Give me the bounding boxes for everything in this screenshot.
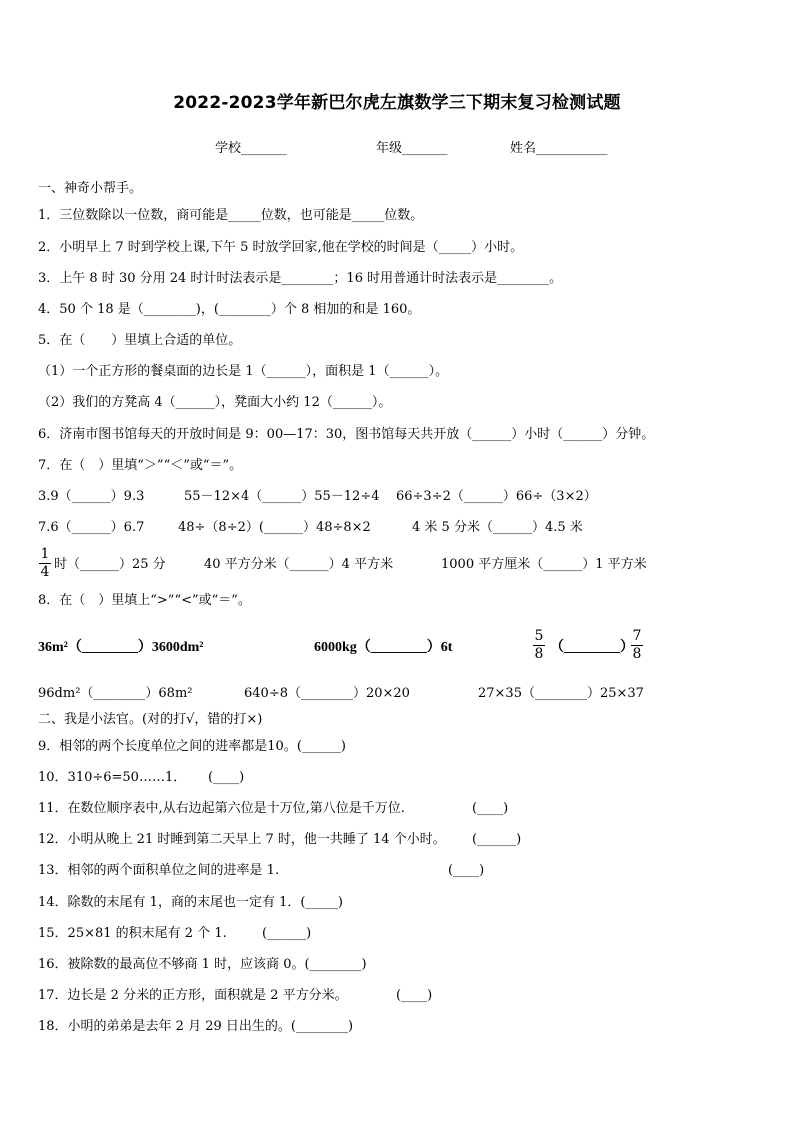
q8-item: 96dm²（________）68m²: [38, 686, 193, 701]
answer-paren: (____): [472, 801, 509, 816]
fraction-numerator: 1: [40, 546, 50, 562]
question-5-part-2: （2）我们的方凳高 4（______），凳面大小约 12（______）。: [38, 395, 392, 410]
question-15: 15．25×81 的积末尾有 2 个 1.: [38, 926, 227, 941]
question-5: 5．在（ ）里填上合适的单位。: [38, 333, 242, 348]
question-14: 14．除数的末尾有 1，商的末尾也一定有 1．(_____): [38, 895, 343, 910]
question-5-part-1: （1）一个正方形的餐桌面的边长是 1（______），面积是 1（______）。: [38, 364, 449, 379]
name-field: 姓名___________: [510, 141, 608, 156]
school-field: 学校_______: [215, 141, 287, 156]
question-1: 1．三位数除以一位数，商可能是_____位数，也可能是_____位数。: [38, 208, 424, 223]
question-10: 10．310÷6=50……1．: [38, 770, 187, 785]
q7-item: 40 平方分米（______）4 平方米: [204, 557, 394, 572]
question-16: 16．被除数的最高位不够商 1 时，应该商 0。(________): [38, 957, 367, 972]
fraction-denominator: 4: [40, 564, 50, 580]
question-18: 18．小明的弟弟是去年 2 月 29 日出生的。(________): [38, 1019, 354, 1034]
question-9: 9．相邻的两个长度单位之间的进率都是10。(______): [38, 739, 346, 754]
fraction-denominator: 8: [534, 646, 544, 662]
q8-item: 27×35（________）25×37: [478, 686, 644, 701]
q8-item: 6000kg（________）6t: [314, 640, 453, 655]
fraction-one-quarter: [39, 546, 51, 581]
fraction-denominator: 8: [632, 646, 642, 662]
q7-item: 66÷3÷2（______）66÷（3×2）: [396, 489, 597, 504]
q7-item: 7.6（______）6.7: [38, 520, 145, 535]
question-12: 12．小明从晚上 21 时睡到第二天早上 7 时，他一共睡了 14 个小时。: [38, 832, 446, 847]
q8-item: 36m²（________）3600dm²: [38, 640, 204, 655]
question-8: 8．在（ ）里填上“>”“<”或“＝”。: [38, 593, 251, 608]
question-6: 6．济南市图书馆每天的开放时间是 9：00—17：30，图书馆每天共开放（______）小时（______）分钟。: [38, 427, 655, 442]
question-2: 2．小明早上 7 时到学校上课,下午 5 时放学回家,他在学校的时间是（_____）小时。: [38, 240, 524, 255]
question-4: 4．50 个 18 是（________)，(________）个 8 相加的和是 160。: [38, 302, 421, 317]
page-title: 2022-2023学年新巴尔虎左旗数学三下期末复习检测试题: [173, 93, 621, 113]
question-17: 17．边长是 2 分米的正方形，面积就是 2 平方分米。: [38, 988, 348, 1003]
answer-paren: (______): [262, 926, 312, 941]
q8-item: （________）: [550, 640, 634, 655]
answer-paren: (____): [396, 988, 433, 1003]
answer-paren: (____): [208, 770, 245, 785]
q7-item: 1000 平方厘米（______）1 平方米: [441, 557, 647, 572]
section-heading-1: 一、神奇小帮手。: [38, 181, 143, 196]
answer-paren: (____): [448, 863, 485, 878]
q7-item: 55－12×4（______）55－12÷4: [184, 489, 380, 504]
fraction-numerator: 5: [534, 628, 544, 644]
question-3: 3．上午 8 时 30 分用 24 时计时法表示是________；16 时用普通计时法表示是________。: [38, 271, 563, 286]
answer-paren: (______): [472, 832, 522, 847]
section-heading-2: 二、我是小法官。(对的打√，错的打×): [38, 712, 263, 727]
fraction-five-eighths: [533, 628, 545, 663]
grade-field: 年级_______: [376, 141, 448, 156]
question-13: 13．相邻的两个面积单位之间的进率是 1.: [38, 863, 280, 878]
question-11: 11．在数位顺序表中,从右边起第六位是十万位,第八位是千万位.: [38, 801, 405, 816]
q7-item: 48÷（8÷2）(______）48÷8×2: [178, 520, 371, 535]
fraction-numerator: 7: [632, 628, 642, 644]
fraction-seven-eighths: [631, 628, 643, 663]
q7-item: 3.9（______）9.3: [38, 489, 145, 504]
question-7: 7．在（ ）里填“＞”“＜”或“＝”。: [38, 458, 243, 473]
q7-item: 时（______）25 分: [54, 557, 166, 572]
q7-item: 4 米 5 分米（______）4.5 米: [412, 520, 583, 535]
q8-item: 640÷8（________）20×20: [244, 686, 410, 701]
